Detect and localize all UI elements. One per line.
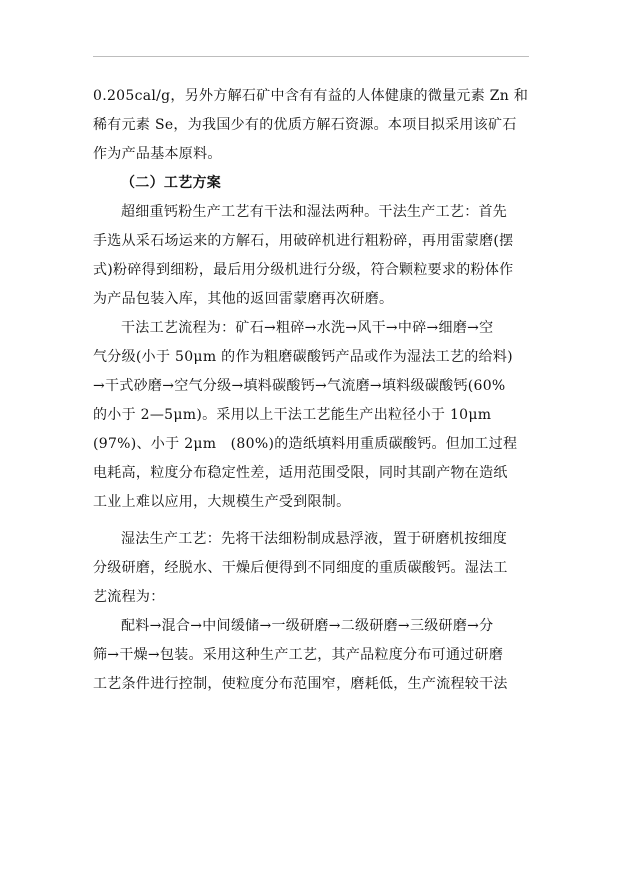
text-line: (97%)、小于 2μm (80%)的造纸填料用重质碳酸钙。但加工过程 xyxy=(93,436,518,452)
text-line: 气分级(小于 50μm 的作为粗磨碳酸钙产品或作为湿法工艺的给料) xyxy=(93,349,513,365)
text-line: 的小于 2—5μm)。采用以上干法工艺能生产出粒径小于 10μm xyxy=(93,407,492,423)
page-header-rule xyxy=(93,56,529,57)
paragraph-process-overview xyxy=(93,198,529,314)
text-line: 稀有元素 Se，为我国少有的优质方解石资源。本项目拟采用该矿石 xyxy=(93,117,517,133)
text-line: 超细重钙粉生产工艺有干法和湿法两种。干法生产工艺：首先 xyxy=(121,204,508,220)
text-line: 筛→干燥→包装。采用这种生产工艺，其产品粒度分布可通过研磨 xyxy=(93,647,504,663)
text-line: 式)粉碎得到细粉，最后用分级机进行分级，符合颗粒要求的粉体作 xyxy=(93,262,514,278)
section-heading: （二）工艺方案 xyxy=(121,175,222,191)
text-line: 艺流程为： xyxy=(93,589,165,605)
text-line: 0.205cal/g，另外方解石矿中含有有益的人体健康的微量元素 Zn 和 xyxy=(93,88,529,104)
text-line: 干法工艺流程为：矿石→粗碎→水洗→风干→中碎→细磨→空 xyxy=(121,320,494,336)
paragraph-ore-description xyxy=(93,82,529,169)
text-line: 工业上难以应用，大规模生产受到限制。 xyxy=(93,494,351,510)
text-line: 工艺条件进行控制，使粒度分布范围窄，磨耗低，生产流程较干法 xyxy=(93,676,508,692)
text-line: 手选从采石场运来的方解石，用破碎机进行粗粉碎，再用雷蒙磨(摆 xyxy=(93,233,514,249)
text-line: 电耗高，粒度分布稳定性差，适用范围受限，同时其副产物在造纸 xyxy=(93,465,508,481)
text-line: →干式砂磨→空气分级→填料碳酸钙→气流磨→填料级碳酸钙(60% xyxy=(93,378,506,394)
text-line: 湿法生产工艺：先将干法细粉制成悬浮液，置于研磨机按细度 xyxy=(121,531,508,547)
paragraph-gap xyxy=(93,517,529,525)
paragraph-wet-process xyxy=(93,525,529,612)
text-line: 作为产品基本原料。 xyxy=(93,146,222,162)
paragraph-wet-process-flow xyxy=(93,612,529,699)
text-line: 配料→混合→中间缓储→一级研磨→二级研磨→三级研磨→分 xyxy=(121,618,494,634)
paragraph-dry-process-flow xyxy=(93,314,529,517)
document-body xyxy=(93,82,529,699)
text-line: 分级研磨，经脱水、干燥后便得到不同细度的重质碳酸钙。湿法工 xyxy=(93,560,508,576)
text-line: 为产品包装入库，其他的返回雷蒙磨再次研磨。 xyxy=(93,291,394,307)
